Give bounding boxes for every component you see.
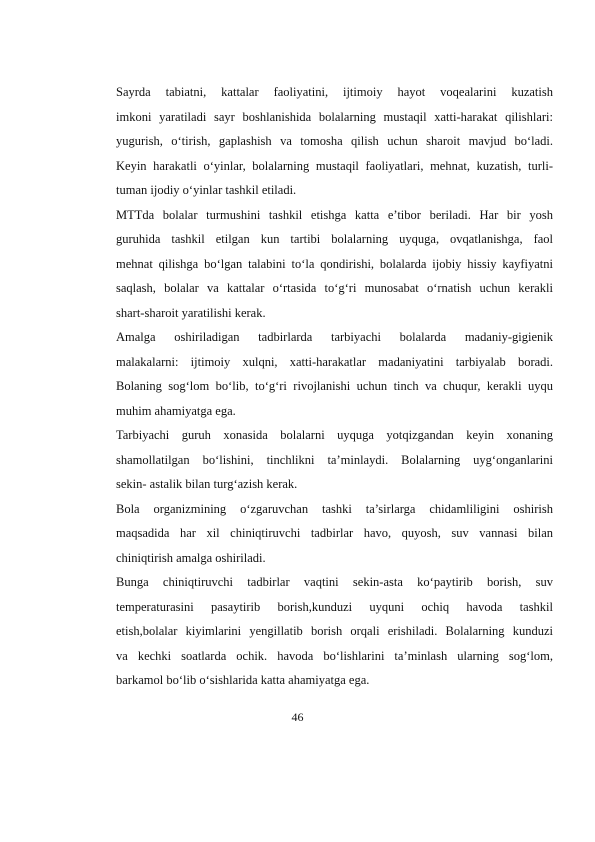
text-line: Keyin harakatli o‘yinlar, bolalarning mustaqil faoliyatlari, mehnat, kuzatish, turli- xyxy=(116,158,553,173)
text-line: Sayrda tabiatni, kattalar faoliyatini, ijtimoiy hayot voqealarini kuzatish xyxy=(116,85,553,99)
paragraph-6 xyxy=(116,570,553,693)
text-line: sekin- astalik bilan turg‘azish kerak. xyxy=(116,477,298,491)
text-line: maqsadida har xil chiniqtiruvchi tadbirlar havo, quyosh, suv vannasi bilan xyxy=(116,526,553,540)
paragraph-2 xyxy=(116,203,553,326)
text-line: imkoni yaratiladi sayr boshlanishida bolalarning mustaqil xatti-harakat qilishlari: xyxy=(116,109,553,124)
text-line: Tarbiyachi guruh xonasida bolalarni uyquga yotqizgandan keyin xonaning xyxy=(116,428,553,442)
text-line: chiniqtirish amalga oshiriladi. xyxy=(116,550,266,565)
text-line: mehnat qilishga bo‘lgan talabini to‘la qondirishi, bolalarda ijobiy hissiy kayfiyatni xyxy=(116,256,553,271)
paragraph-4 xyxy=(116,423,553,497)
text-line: tuman ijodiy o‘yinlar tashkil etiladi. xyxy=(116,183,297,197)
paragraph-1 xyxy=(116,80,553,203)
text-line: Bunga chiniqtiruvchi tadbirlar vaqtini sekin-asta ko‘paytirib borish, suv xyxy=(116,575,553,589)
text-line: shamollatilgan bo‘lishini, tinchlikni ta’minlaydi. Bolalarning uyg‘onganlarini xyxy=(116,452,553,467)
text-line: MTTda bolalar turmushini tashkil etishga katta e’tibor beriladi. Har bir yosh xyxy=(116,207,553,222)
text-line: barkamol bo‘lib o‘sishlarida katta ahamiyatga ega. xyxy=(116,673,370,687)
text-line: va kechki soatlarda ochik. havoda bo‘lishlarini ta’minlash ularning sog‘lom, xyxy=(116,648,553,663)
body-text xyxy=(116,80,553,693)
paragraph-3 xyxy=(116,325,553,423)
text-line: etish,bolalar kiyimlarini yengillatib borish orqali erishiladi. Bolalarning kunduzi xyxy=(116,624,553,638)
text-line: saqlash, bolalar va kattalar o‘rtasida to‘g‘ri munosabat o‘rnatish uchun kerakli xyxy=(116,281,553,295)
text-line: temperaturasini pasaytirib borish,kunduzi uyquni ochiq havoda tashkil xyxy=(116,599,553,614)
text-line: Bolaning sog‘lom bo‘lib, to‘g‘ri rivojlanishi uchun tinch va chuqur, kerakli uyqu xyxy=(116,379,553,393)
text-line: Amalga oshiriladigan tadbirlarda tarbiyachi bolalarda madaniy-gigienik xyxy=(116,330,553,344)
text-line: muhim ahamiyatga ega. xyxy=(116,403,236,418)
text-line: yugurish, o‘tirish, gaplashish va tomosha qilish uchun sharoit mavjud bo‘ladi. xyxy=(116,134,553,148)
paragraph-5 xyxy=(116,497,553,571)
text-line: malakalarni: ijtimoiy xulqni, xatti-harakatlar madaniyatini tarbiyalab boradi. xyxy=(116,354,553,369)
text-line: shart-sharoit yaratilishi kerak. xyxy=(116,305,266,320)
text-line: guruhida tashkil etilgan kun tartibi bolalarning uyquga, ovqatlanishga, faol xyxy=(116,232,553,246)
page-number: 46 xyxy=(291,710,304,724)
text-line: Bola organizmining o‘zgaruvchan tashki ta’sirlarga chidamliligini oshirish xyxy=(116,501,553,516)
